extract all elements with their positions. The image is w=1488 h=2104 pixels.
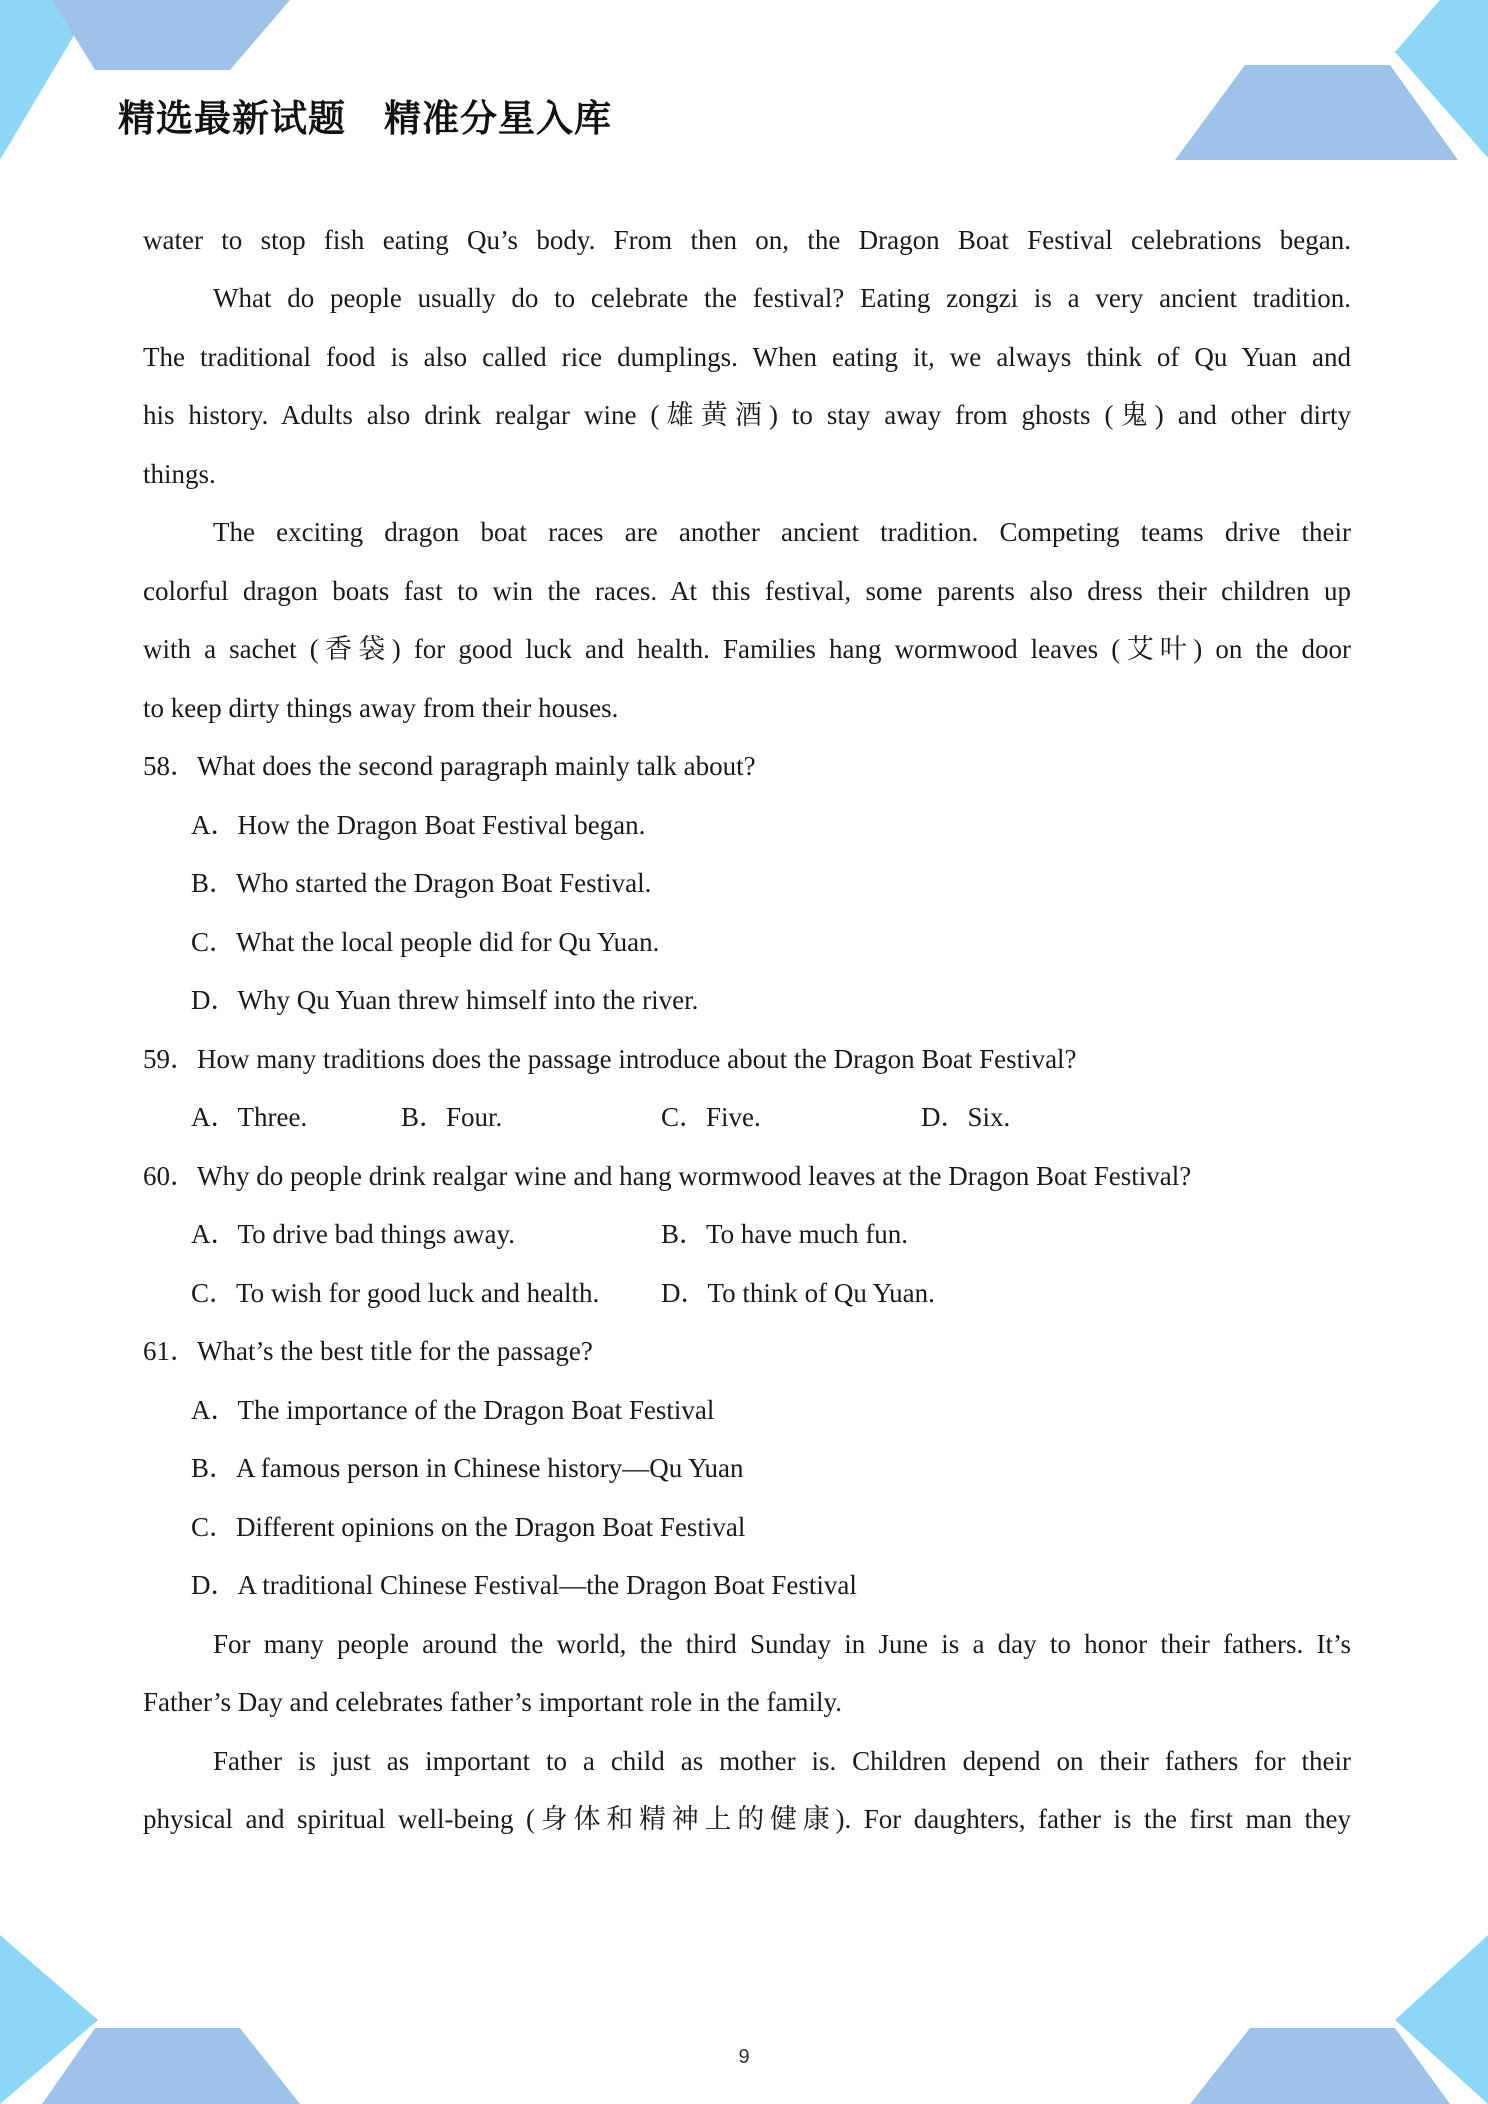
passage1-line-7: colorful dragon boats fast to win the races. At this festival, some parents also dress their children up bbox=[143, 576, 1351, 606]
passage2-line-4: physical and spiritual well-being (身体和精神上的健康). For daughters, father is the first man they bbox=[143, 1804, 1351, 1834]
question-61-option-c: C．Different opinions on the Dragon Boat Festival bbox=[191, 1512, 746, 1542]
passage1-line-9: to keep dirty things away from their houses. bbox=[143, 693, 619, 723]
page-number: 9 bbox=[738, 2046, 750, 2068]
passage1-line-5: things. bbox=[143, 459, 216, 489]
passage1-line-4: his history. Adults also drink realgar wine (雄黄酒) to stay away from ghosts (鬼) and other dirty bbox=[143, 400, 1351, 430]
passage2-line-2: Father’s Day and celebrates father’s important role in the family. bbox=[143, 1687, 843, 1717]
question-60-option-a: A．To drive bad things away. bbox=[191, 1219, 516, 1249]
top-right-triangle bbox=[1395, 0, 1488, 158]
question-58-option-a: A．How the Dragon Boat Festival began. bbox=[191, 810, 646, 840]
question-61-option-d: D．A traditional Chinese Festival—the Dragon Boat Festival bbox=[191, 1570, 857, 1600]
passage2-line-3: Father is just as important to a child as mother is. Children depend on their fathers for their bbox=[213, 1746, 1351, 1776]
question-59-option-d: D．Six. bbox=[921, 1102, 1011, 1132]
question-61-option-b: B．A famous person in Chinese history—Qu Yuan bbox=[191, 1453, 744, 1483]
passage2-line-1: For many people around the world, the third Sunday in June is a day to honor their fathers. It’s bbox=[213, 1629, 1351, 1659]
question-61-stem: 61．What’s the best title for the passage? bbox=[143, 1336, 593, 1366]
top-left-trapezoid bbox=[52, 0, 290, 70]
passage1-line-3: The traditional food is also called rice dumplings. When eating it, we always think of Qu Yuan and bbox=[143, 342, 1351, 372]
question-58-option-d: D．Why Qu Yuan threw himself into the river. bbox=[191, 985, 699, 1015]
question-60-stem: 60．Why do people drink realgar wine and hang wormwood leaves at the Dragon Boat Festival? bbox=[143, 1161, 1192, 1191]
question-60-option-b: B．To have much fun. bbox=[661, 1219, 909, 1249]
question-58-stem: 58．What does the second paragraph mainly talk about? bbox=[143, 751, 756, 781]
passage1-line-6: The exciting dragon boat races are another ancient tradition. Competing teams drive their bbox=[213, 517, 1351, 547]
bottom-right-triangle bbox=[1395, 1935, 1488, 2104]
question-59-option-c: C．Five. bbox=[661, 1102, 761, 1132]
question-59-option-a: A．Three. bbox=[191, 1102, 308, 1132]
question-59-option-b: B．Four. bbox=[401, 1102, 503, 1132]
question-60-option-d: D．To think of Qu Yuan. bbox=[661, 1278, 935, 1308]
question-58-option-b: B．Who started the Dragon Boat Festival. bbox=[191, 868, 652, 898]
top-right-trapezoid bbox=[1175, 65, 1458, 160]
question-61-option-a: A．The importance of the Dragon Boat Festival bbox=[191, 1395, 715, 1425]
question-58-option-c: C．What the local people did for Qu Yuan. bbox=[191, 927, 660, 957]
question-59-stem: 59．How many traditions does the passage introduce about the Dragon Boat Festival? bbox=[143, 1044, 1077, 1074]
bottom-left-triangle bbox=[0, 1935, 98, 2104]
passage1-line-8: with a sachet (香袋) for good luck and health. Families hang wormwood leaves (艾叶) on the door bbox=[143, 634, 1351, 664]
passage1-line-1: water to stop fish eating Qu’s body. From then on, the Dragon Boat Festival celebrations began. bbox=[143, 225, 1351, 255]
passage1-line-2: What do people usually do to celebrate the festival? Eating zongzi is a very ancient tradition. bbox=[213, 283, 1351, 313]
top-left-triangle bbox=[0, 0, 95, 160]
header-title: 精选最新试题 精准分星入库 bbox=[118, 97, 612, 140]
question-60-option-c: C．To wish for good luck and health. bbox=[191, 1278, 600, 1308]
